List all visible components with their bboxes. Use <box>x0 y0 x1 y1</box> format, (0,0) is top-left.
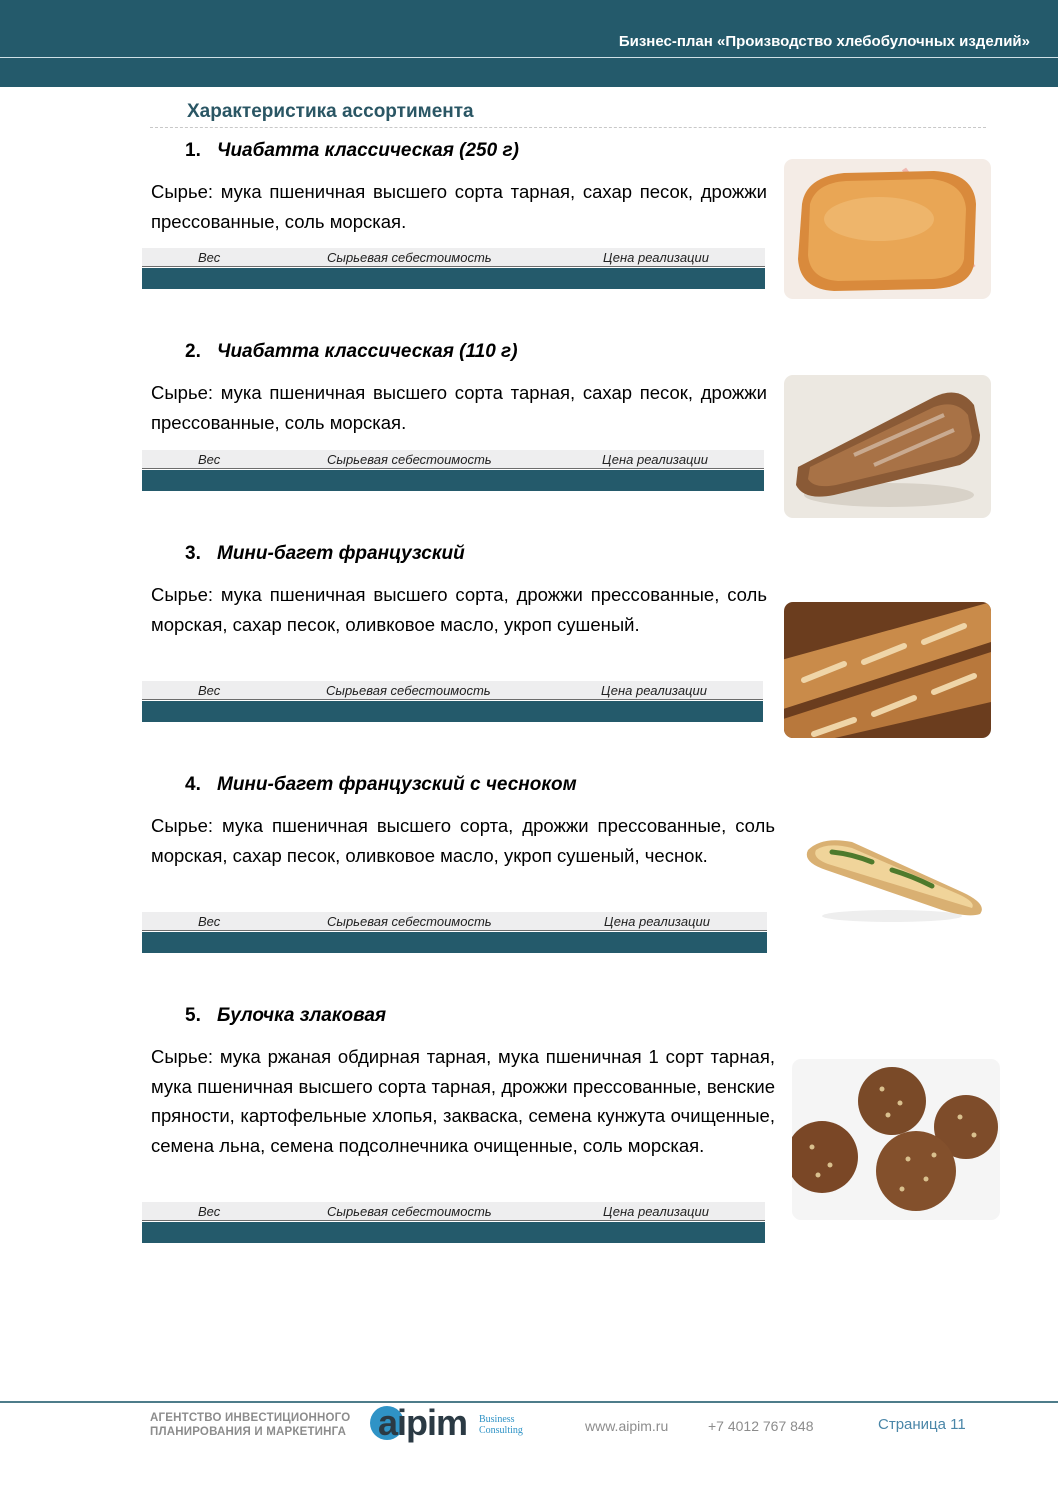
grain-buns-photo <box>792 1059 1000 1220</box>
cost-table-row <box>142 1222 765 1243</box>
cost-table-header <box>142 1202 765 1221</box>
cost-table-3 <box>142 681 763 722</box>
column-price: Цена реализации <box>604 914 710 929</box>
product-title-4: 4. Мини-багет французский с чесноком <box>185 774 577 795</box>
garlic-baguette-photo <box>792 806 990 934</box>
aipim-logo <box>370 1404 535 1444</box>
ciabatta-small-photo <box>784 375 991 518</box>
cost-table-row <box>142 470 764 491</box>
footer-website[interactable]: www.aipim.ru <box>585 1418 669 1434</box>
column-price: Цена реализации <box>601 683 707 698</box>
cost-table-5 <box>142 1202 765 1243</box>
footer-phone: +7 4012 767 848 <box>708 1418 814 1434</box>
header-bar <box>0 0 1058 87</box>
product-description-3: Сырье: мука пшеничная высшего сорта, дрожжи прессованные, соль морская, сахар песок, оливковое масло, укроп сушеный. <box>151 584 767 635</box>
product-title-2: 2. Чиабатта классическая (110 г) <box>185 341 518 362</box>
column-cost: Сырьевая себестоимость <box>327 250 492 265</box>
column-weight: Вес <box>198 683 221 698</box>
product-description-4: Сырье: мука пшеничная высшего сорта, дрожжи прессованные, соль морская, сахар песок, оливковое масло, укроп сушеный, чеснок. <box>151 815 775 866</box>
column-cost: Сырьевая себестоимость <box>327 1204 492 1219</box>
column-price: Цена реализации <box>603 250 709 265</box>
cost-table-row <box>142 268 765 289</box>
logo-mark: aipim <box>378 1402 468 1443</box>
column-price: Цена реализации <box>603 1204 709 1219</box>
logo-subtitle: Business Consulting <box>479 1414 523 1436</box>
page-number: Страница 11 <box>878 1416 966 1433</box>
cost-table-header <box>142 681 763 700</box>
product-title-1: 1. Чиабатта классическая (250 г) <box>185 140 519 161</box>
footer-rule <box>0 1401 1058 1403</box>
cost-table-header <box>142 248 765 267</box>
cost-table-1 <box>142 248 765 289</box>
ciabatta-photo <box>784 159 991 299</box>
cost-table-row <box>142 932 767 953</box>
product-title-3: 3. Мини-багет французский <box>185 543 465 564</box>
cost-table-4 <box>142 912 767 953</box>
column-weight: Вес <box>198 452 221 467</box>
cost-table-row <box>142 701 763 722</box>
section-title: Характеристика ассортимента <box>187 101 474 122</box>
agency-name: АГЕНТСТВО ИНВЕСТИЦИОННОГО ПЛАНИРОВАНИЯ И МАРКЕТИНГА <box>150 1412 351 1438</box>
cost-table-2 <box>142 450 764 491</box>
column-weight: Вес <box>198 250 221 265</box>
column-cost: Сырьевая себестоимость <box>327 914 492 929</box>
column-cost: Сырьевая себестоимость <box>326 683 491 698</box>
cost-table-header <box>142 912 767 931</box>
product-title-5: 5. Булочка злаковая <box>185 1005 387 1026</box>
section-divider <box>150 127 986 128</box>
cost-table-header <box>142 450 764 469</box>
header-rule <box>0 57 1058 58</box>
document-title: Бизнес-план «Производство хлебобулочных изделий» <box>618 33 1030 50</box>
product-description-5: Сырье: мука ржаная обдирная тарная, мука пшеничная 1 сорт тарная, мука пшеничная высшего сорта тарная, дрожжи прессованные, венские пряности, картофельные хлопья, закваска, семена кунжута очищенные, семена льна, семена подсолнечника очищенные, соль морская. <box>151 1046 775 1156</box>
column-weight: Вес <box>198 1204 221 1219</box>
column-price: Цена реализации <box>602 452 708 467</box>
baguette-photo <box>784 602 991 738</box>
product-description-2: Сырье: мука пшеничная высшего сорта тарная, сахар песок, дрожжи прессованные, соль морская. <box>151 382 767 433</box>
column-cost: Сырьевая себестоимость <box>327 452 492 467</box>
product-description-1: Сырье: мука пшеничная высшего сорта тарная, сахар песок, дрожжи прессованные, соль морская. <box>151 181 767 232</box>
column-weight: Вес <box>198 914 221 929</box>
